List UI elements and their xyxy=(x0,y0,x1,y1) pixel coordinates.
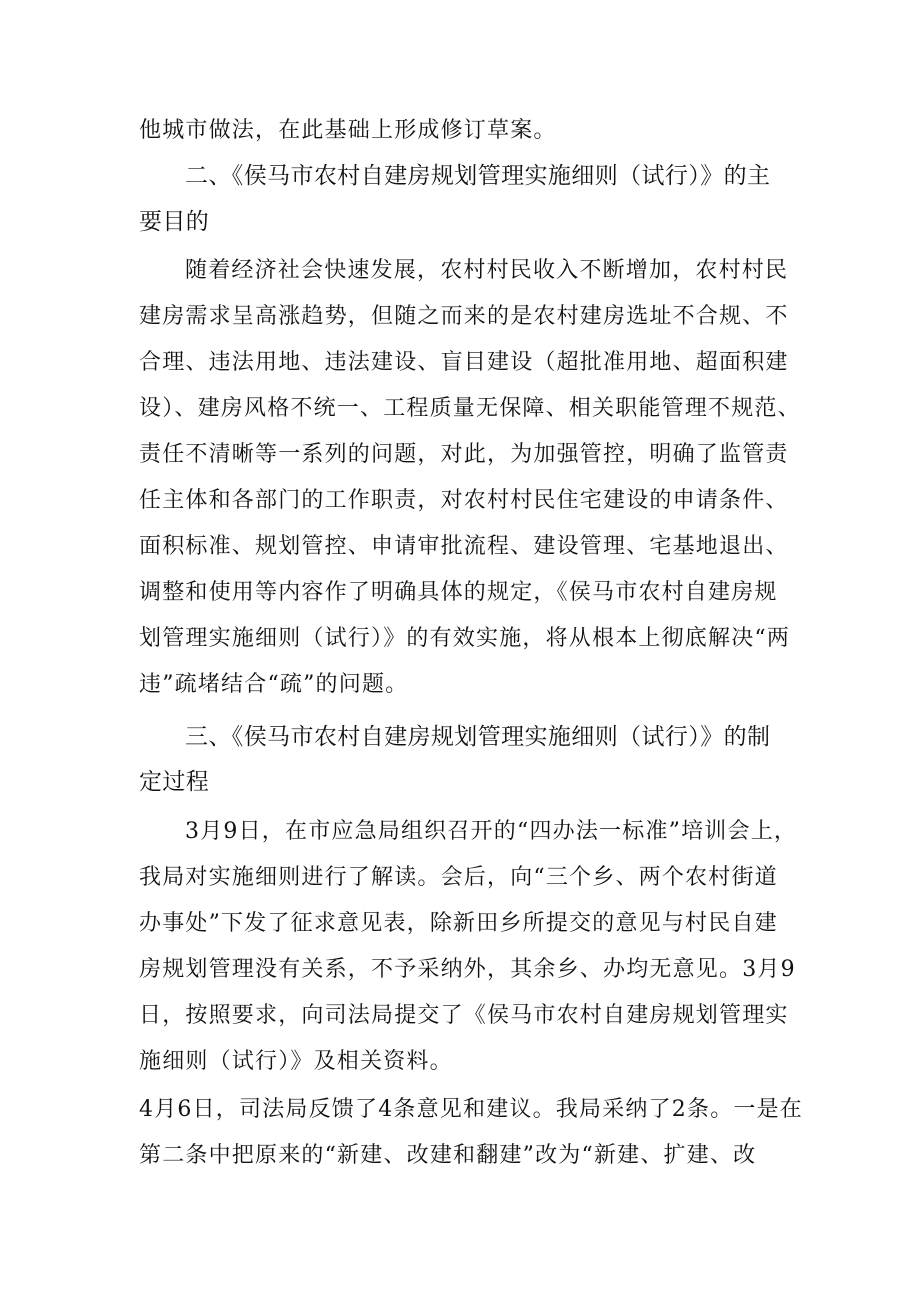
paragraph-line: 划管理实施细则（试行）》的有效实施，将从根本上彻底解决“两 xyxy=(139,626,791,651)
paragraph-line: 第二条中把原来的“新建、改建和翻建”改为“新建、扩建、改 xyxy=(139,1143,757,1168)
paragraph-line: 任主体和各部门的工作职责，对农村村民住宅建设的申请条件、 xyxy=(139,488,789,513)
section-heading-2: 二、《侯马市农村自建房规划管理实施细则（试行）》的主 xyxy=(185,163,771,189)
paragraph-line: 我局对实施细则进行了解读。会后，向“三个乡、两个农村街道 xyxy=(139,865,778,890)
paragraph-line: 违”疏堵结合“疏”的问题。 xyxy=(139,672,409,697)
paragraph-line: 调整和使用等内容作了明确具体的规定，《侯马市农村自建房规 xyxy=(139,580,778,605)
section-heading-3-cont: 定过程 xyxy=(139,769,210,795)
paragraph-line: 面积标准、规划管控、申请审批流程、建设管理、宅基地退出、 xyxy=(139,534,789,559)
paragraph-line: 责任不清晰等一系列的问题，对此，为加强管控，明确了监管责 xyxy=(139,442,789,467)
paragraph-line: 合理、违法用地、违法建设、盲目建设（超批准用地、超面积建 xyxy=(139,350,789,375)
section-heading-3: 三、《侯马市农村自建房规划管理实施细则（试行）》的制 xyxy=(185,724,771,750)
paragraph-line: 随着经济社会快速发展，农村村民收入不断增加，农村村民 xyxy=(185,258,789,283)
paragraph-line: 办事处”下发了征求意见表，除新田乡所提交的意见与村民自建 xyxy=(139,911,778,936)
paragraph-line: 建房需求呈高涨趋势，但随之而来的是农村建房选址不合规、不 xyxy=(139,304,789,329)
paragraph-line: 施细则（试行）》及相关资料。 xyxy=(139,1049,453,1074)
paragraph-line: 设）、建房风格不统一、工程质量无保障、相关职能管理不规范、 xyxy=(139,396,801,421)
paragraph-line: 4月6日，司法局反馈了4条意见和建议。我局采纳了2条。一是在 xyxy=(139,1097,803,1122)
paragraph-line: 他城市做法，在此基础上形成修订草案。 xyxy=(139,118,557,143)
paragraph-line: 3月9日，在市应急局组织召开的“四办法一标准”培训会上， xyxy=(185,819,798,844)
paragraph-line: 房规划管理没有关系，不予采纳外，其余乡、办均无意见。3月9 xyxy=(139,957,796,982)
paragraph-line: 日，按照要求，向司法局提交了《侯马市农村自建房规划管理实 xyxy=(139,1003,789,1028)
section-heading-2-cont: 要目的 xyxy=(139,209,210,235)
